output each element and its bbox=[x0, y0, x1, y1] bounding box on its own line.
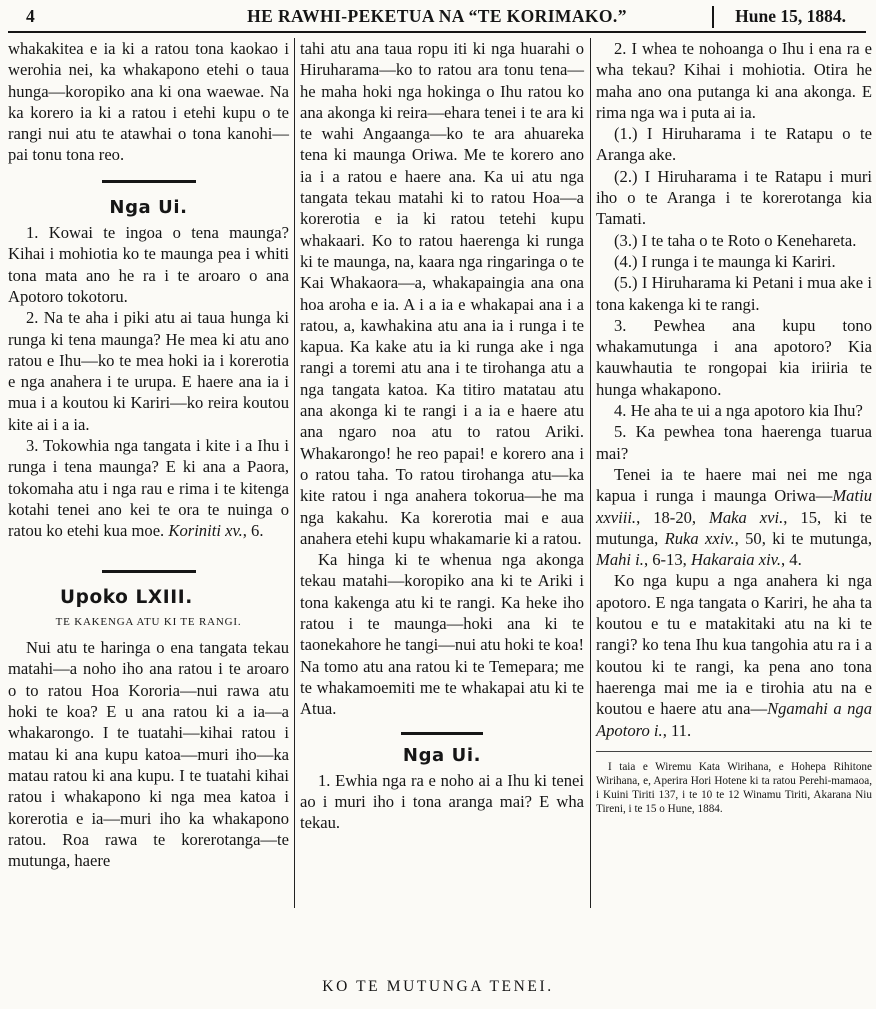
column-1 bbox=[8, 38, 289, 871]
paragraph-continued: tahi atu ana taua ropu iti ki nga huarahi o Hiruharama—ko to ratou ara tonu tena—he maha hoki nga hokinga o Ihu ratou ko ana akonga ki reira—ehara tenei i te ara ki te wahi Angaanga—ko te ara ahuareka tena ki maunga Oriwa. Me te korero ano ia i a ratou e haere ana. Ka ui atu nga tangata tekau matahi ki to ratou Hoa—a korerotia e ia ki ratou tetehi kupu whakaari. Ko to ratou haerenga ki runga ki te maunga, na, kaara nga ringaringa o te Kai Whakaora—a, whakapaingia ana ona hoa aroha e ia. A i a ia e whakapai ana i a ratou, a, kawhakina atu ana ia i runga i te kapua. Ka kake atu ia ki runga ake i nga rangi a toremi atu ana i te tirohanga atu a nga tangata katoa. Ka titiro matatau atu ana akonga ki te rangi i a ia e haere atu ana ngaro noa atu to ratou Ariki. Whakarongo! he reo papai! e korero ana i o ratou taha. To ratou tirohanga atu—ka kite ratou i nga anahera tokorua—he ma nga kakahu. Ka korerotia mai e aua anahera etehi kupu whakamarie ki a ratou. bbox=[300, 39, 584, 548]
section-title-nga-ui: Nga Ui. bbox=[402, 744, 482, 766]
scripture-reference: Mahi i. bbox=[596, 550, 644, 570]
scripture-reference: Hakaraia xiv. bbox=[690, 550, 781, 570]
scripture-reference: Maka xvi. bbox=[709, 507, 784, 527]
answer-paragraph bbox=[596, 464, 872, 570]
question-1: 1. Ewhia nga ra e noho ai a Ihu ki tenei ao i muri iho i tona aranga mai? E wha tekau. bbox=[300, 770, 584, 833]
section-divider bbox=[401, 732, 483, 735]
chapter-paragraph: Nui atu te haringa o ena tangata tekau matahi—a noho iho ana ratou i te aroaro o to ratou Hoa Kororia—nui rawa atu hoki te koa? E u ana ratou ki a ia—a whakarongo. I te tuatahi—kihai ratou i matau ki ana kupu katoa—muri iho—ka matau ratou ki ana kupu. I te tuatahi kihai ratou i whakapono ki nga mea katoa i korerotia e ia—muri iho ka whakapono ratou. Roa rawa te korerotanga—te mutunga, haere bbox=[8, 638, 289, 871]
question-2: 2. I whea te nohoanga o Ihu i ena ra e wha tekau? Kihai i mohiotia. Otira he maha ano ona putanga ki ana akonga. E rima nga wa i puta ai ia. bbox=[596, 39, 872, 122]
page-header bbox=[8, 4, 866, 32]
closing-text: Ko nga kupu a nga anahera ki nga apotoro. E nga tangata o Kariri, he aha ta koutou e tu e matakitaki atu na ki te rangi? ko tena Ihu kua tangohia atu ra i a koutou ki te rangi, ka pena ano tona haerenga mai me ia e tirohia atu na e koutou e haere atu ana— bbox=[596, 571, 872, 719]
scripture-reference-number: , 18-20, bbox=[636, 507, 710, 527]
column-rule-2 bbox=[590, 38, 591, 908]
column-2 bbox=[300, 38, 584, 834]
page-footer: KO TE MUTUNGA TENEI. bbox=[322, 978, 554, 995]
answer-text: Tenei ia te haere mai nei me nga kapua i runga i maunga Oriwa— bbox=[596, 464, 872, 506]
column-3 bbox=[596, 38, 872, 816]
scripture-reference-number: , 11. bbox=[662, 720, 692, 740]
closing-paragraph bbox=[596, 570, 872, 740]
question-3 bbox=[8, 435, 289, 541]
question-3: 3. Pewhea ana kupu tono whakamutunga i ana apotoro? Kia kauwhautia te rongopai kia iriiria te hunga whakapono. bbox=[596, 315, 872, 399]
list-item-4: (4.) I runga i te maunga ki Kariri. bbox=[614, 251, 836, 271]
list-item-5: (5.) I Hiruharama ki Petani i mua ake i tona kakenga ki te rangi. bbox=[596, 273, 872, 314]
question-3-text: 3. Tokowhia nga tangata i kite i a Ihu i runga i tena maunga? E ki ana a Paora, tokomaha atu i nga rau e rima i te kitenga kotahi tenei ano kei te ora te nuinga o ratou ko etehi kua moe. bbox=[8, 436, 289, 541]
scripture-reference-number: , 6. bbox=[242, 521, 264, 541]
printer-imprint: I taia e Wiremu Kata Wirihana, e Hohepa Rihitone Wirihana, e, Aperira Hori Hotene ki ta ratou Perehi-mamaoa, i Kuini Tiriti 137, i te 10 te 12 Winamu Tiriti, Akarana Niu Tireni, i te 15 o Hune, 1884. bbox=[596, 751, 872, 816]
section-title-nga-ui: Nga Ui. bbox=[109, 196, 188, 218]
scripture-reference: Koriniti xv. bbox=[168, 521, 243, 541]
header-rule bbox=[8, 31, 866, 33]
scripture-reference-number: , 50, ki te mutunga, bbox=[734, 528, 872, 548]
list-item-1: (1.) I Hiruharama i te Ratapu o te Aranga ake. bbox=[596, 124, 872, 165]
scripture-reference: Ruka xxiv. bbox=[664, 528, 735, 548]
paragraph-2: Ka hinga ki te whenua nga akonga tekau matahi—koropiko ana ki te Ariki i tona kakenga atu ki te rangi. Ka heke iho ratou i te maunga—hoki ana ki te taonekahore he tangi—nui atu hoki te koa! Na tomo atu ana ratou ki te Temepara; me te whakamoemiti me te whakapai atu ki te Atua. bbox=[300, 550, 584, 719]
list-item-3: (3.) I te taha o te Roto o Kenehareta. bbox=[614, 230, 857, 250]
section-divider bbox=[102, 570, 196, 573]
column-rule-1 bbox=[294, 38, 295, 908]
scripture-reference-number: , 15, ki te mutunga, bbox=[596, 507, 872, 548]
page-number: 4 bbox=[26, 6, 35, 26]
scripture-reference: Ngamahi a nga Apotoro i. bbox=[596, 699, 872, 740]
question-5: 5. Ka pewhea tona haerenga tuarua mai? bbox=[596, 422, 872, 463]
section-divider bbox=[102, 180, 196, 183]
chapter-title: Upoko LXIII. bbox=[60, 586, 193, 608]
paragraph-continued: whakakitea e ia ki a ratou tona kaokao i werohia nei, ka whakapono etehi o taua hunga—koropiko ana ki ona waewae. Na ka korero ia ki a ratou i etehi kupu o te rangi nui atu te atawhai o tona kanohi—pai tonu tona reo. bbox=[8, 39, 289, 165]
question-4: 4. He aha te ui a nga apotoro kia Ihu? bbox=[614, 401, 863, 421]
scripture-reference-number: , 4. bbox=[780, 550, 802, 570]
header-bracket bbox=[712, 6, 714, 28]
question-2: 2. Na te aha i piki atu ai taua hunga ki runga ki tena maunga? He mea ki atu ano ratou e Ihu—ko te mea hoki ia i korerotia e nga anahera i te urupa. E haere ana ia i mua i a koutou ki Kariri—ko reira koutou kite ai i a ia. bbox=[8, 308, 289, 434]
question-1: 1. Kowai te ingoa o tena maunga? Kihai i mohiotia ko te maunga pea i whiti tona mata ano he ra i te aroaro o ana Apotoro tokotoru. bbox=[8, 223, 289, 306]
chapter-subtitle: TE KAKENGA ATU KI TE RANGI. bbox=[55, 615, 242, 628]
scripture-reference: Matiu xxviii. bbox=[596, 486, 872, 527]
list-item-2: (2.) I Hiruharama i te Ratapu i muri iho o te Aranga i te korerotanga kia Tamati. bbox=[596, 166, 872, 229]
issue-date: Hune 15, 1884. bbox=[735, 6, 846, 26]
newspaper-title: HE RAWHI-PEKETUA NA “TE KORIMAKO.” bbox=[247, 6, 627, 26]
scripture-reference-number: , 6-13, bbox=[643, 550, 691, 570]
